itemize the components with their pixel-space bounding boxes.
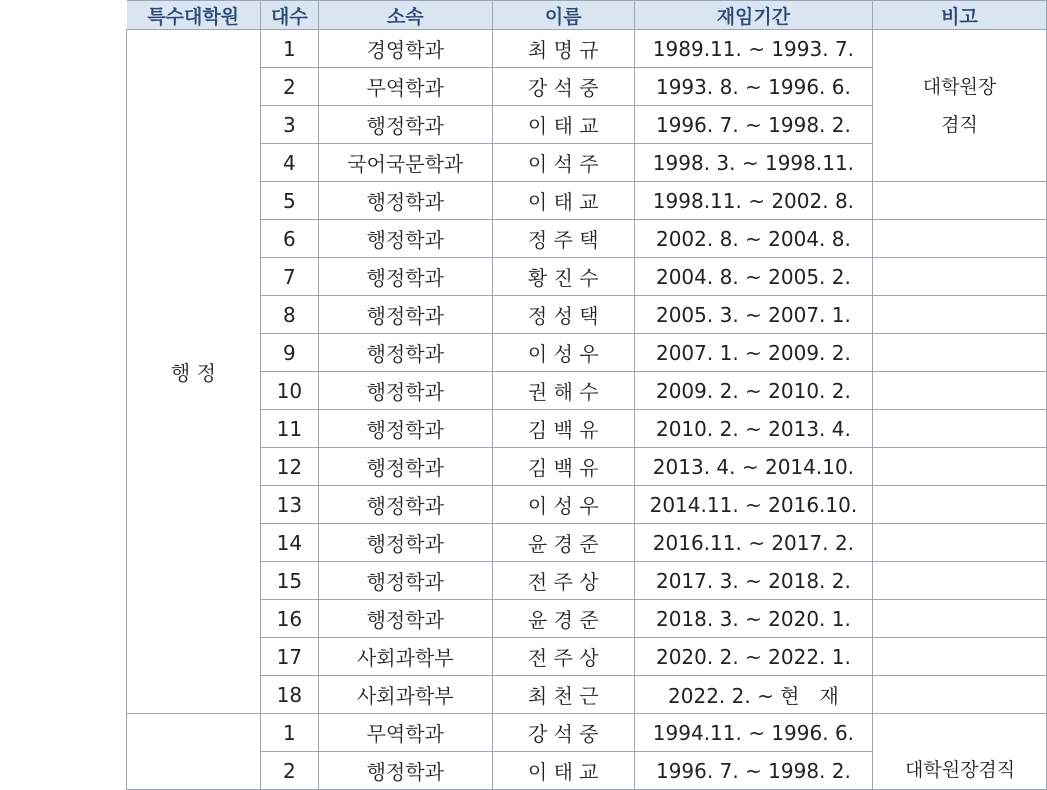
column-header-name: 이름: [492, 1, 634, 30]
name-cell: 전 주 상: [492, 562, 634, 600]
table-row: [127, 638, 1047, 676]
department-cell: 행정학과: [318, 562, 492, 600]
tenure-cell: 1989.11. ~ 1993. 7.: [634, 30, 872, 68]
remarks-line: 겸직: [941, 113, 978, 136]
column-header-department: 소속: [318, 1, 492, 30]
table-row: [127, 448, 1047, 486]
department-cell: 사회과학부: [318, 638, 492, 676]
department-cell: 행정학과: [318, 220, 492, 258]
term-number-cell: 13: [260, 486, 318, 524]
name-cell: 김 백 유: [492, 448, 634, 486]
term-number-cell: 2: [260, 68, 318, 106]
remarks-cell: [873, 182, 1047, 220]
tenure-cell: 1993. 8. ~ 1996. 6.: [634, 68, 872, 106]
tenure-cell: 2009. 2. ~ 2010. 2.: [634, 372, 872, 410]
department-cell: 행정학과: [318, 296, 492, 334]
table-header: [127, 1, 1047, 30]
department-cell: 경영학과: [318, 30, 492, 68]
name-cell: 황 진 수: [492, 258, 634, 296]
department-cell: 행정학과: [318, 410, 492, 448]
department-cell: 행정학과: [318, 182, 492, 220]
tenure-cell: 1994.11. ~ 1996. 6.: [634, 714, 872, 752]
tenure-cell: 1996. 7. ~ 1998. 2.: [634, 752, 872, 790]
term-number-cell: 8: [260, 296, 318, 334]
remarks-cell: [873, 714, 1047, 790]
tenure-cell: 2018. 3. ~ 2020. 1.: [634, 600, 872, 638]
term-number-cell: 16: [260, 600, 318, 638]
name-cell: 이 성 우: [492, 334, 634, 372]
department-cell: 무역학과: [318, 714, 492, 752]
department-cell: 행정학과: [318, 448, 492, 486]
name-cell: 전 주 상: [492, 638, 634, 676]
remarks-cell: [873, 296, 1047, 334]
remarks-cell: [873, 220, 1047, 258]
remarks-cell: [873, 334, 1047, 372]
name-cell: 윤 경 준: [492, 600, 634, 638]
column-header-graduate-school: 특수대학원: [127, 1, 261, 30]
tenure-cell: 2004. 8. ~ 2005. 2.: [634, 258, 872, 296]
tenure-cell: 2014.11. ~ 2016.10.: [634, 486, 872, 524]
tenure-cell: 2010. 2. ~ 2013. 4.: [634, 410, 872, 448]
table-row: [127, 410, 1047, 448]
name-cell: 이 태 교: [492, 182, 634, 220]
table-row: [127, 30, 1047, 68]
remarks-cell: [873, 448, 1047, 486]
term-number-cell: 6: [260, 220, 318, 258]
name-cell: 최 명 규: [492, 30, 634, 68]
term-number-cell: 11: [260, 410, 318, 448]
name-cell: 이 석 주: [492, 144, 634, 182]
table-row: [127, 334, 1047, 372]
department-cell: 행정학과: [318, 258, 492, 296]
tenure-cell: 2002. 8. ~ 2004. 8.: [634, 220, 872, 258]
table-row: [127, 676, 1047, 714]
table-row: [127, 714, 1047, 752]
name-cell: 윤 경 준: [492, 524, 634, 562]
remarks-line: 대학원장겸직: [905, 759, 1016, 781]
term-number-cell: 17: [260, 638, 318, 676]
remarks-cell: [873, 30, 1047, 182]
tenure-cell: 2022. 2. ~ 현 재: [634, 676, 872, 714]
column-header-remarks: 비고: [873, 1, 1047, 30]
tenure-cell: 2020. 2. ~ 2022. 1.: [634, 638, 872, 676]
tenure-cell: 1998.11. ~ 2002. 8.: [634, 182, 872, 220]
department-cell: 행정학과: [318, 486, 492, 524]
name-cell: 강 석 중: [492, 714, 634, 752]
name-cell: 이 태 교: [492, 106, 634, 144]
department-cell: 사회과학부: [318, 676, 492, 714]
table-row: [127, 600, 1047, 638]
name-cell: 김 백 유: [492, 410, 634, 448]
table-row: [127, 220, 1047, 258]
name-cell: 정 성 택: [492, 296, 634, 334]
department-cell: 행정학과: [318, 524, 492, 562]
remarks-cell: [873, 372, 1047, 410]
department-cell: 행정학과: [318, 334, 492, 372]
remarks-cell: [873, 258, 1047, 296]
remarks-cell: [873, 410, 1047, 448]
term-number-cell: 15: [260, 562, 318, 600]
table-body: [127, 30, 1047, 790]
table-row: [127, 524, 1047, 562]
term-number-cell: 5: [260, 182, 318, 220]
tenure-cell: 2013. 4. ~ 2014.10.: [634, 448, 872, 486]
term-number-cell: 12: [260, 448, 318, 486]
table-row: [127, 372, 1047, 410]
term-number-cell: 18: [260, 676, 318, 714]
name-cell: 권 해 수: [492, 372, 634, 410]
tenure-cell: 2005. 3. ~ 2007. 1.: [634, 296, 872, 334]
remarks-cell: [873, 524, 1047, 562]
remarks-line: 대학원장: [922, 75, 997, 98]
term-number-cell: 14: [260, 524, 318, 562]
remarks-cell: [873, 676, 1047, 714]
table-row: [127, 182, 1047, 220]
remarks-cell: [873, 562, 1047, 600]
term-number-cell: 9: [260, 334, 318, 372]
department-cell: 무역학과: [318, 68, 492, 106]
department-cell: 행정학과: [318, 372, 492, 410]
column-header-tenure: 재임기간: [634, 1, 872, 30]
name-cell: 이 태 교: [492, 752, 634, 790]
graduate-school-cell: [127, 714, 261, 790]
table-row: [127, 486, 1047, 524]
tenure-cell: 2017. 3. ~ 2018. 2.: [634, 562, 872, 600]
table-row: [127, 562, 1047, 600]
table-row: [127, 296, 1047, 334]
term-number-cell: 1: [260, 30, 318, 68]
term-number-cell: 1: [260, 714, 318, 752]
name-cell: 강 석 중: [492, 68, 634, 106]
tenure-cell: 2016.11. ~ 2017. 2.: [634, 524, 872, 562]
name-cell: 정 주 택: [492, 220, 634, 258]
column-header-term-number: 대수: [260, 1, 318, 30]
tenure-cell: 1998. 3. ~ 1998.11.: [634, 144, 872, 182]
graduate-school-cell: 행 정: [127, 30, 261, 714]
department-cell: 행정학과: [318, 600, 492, 638]
remarks-cell: [873, 600, 1047, 638]
remarks-cell: [873, 638, 1047, 676]
term-number-cell: 3: [260, 106, 318, 144]
dean-history-table: [126, 0, 1047, 790]
tenure-cell: 1996. 7. ~ 1998. 2.: [634, 106, 872, 144]
department-cell: 국어국문학과: [318, 144, 492, 182]
term-number-cell: 10: [260, 372, 318, 410]
term-number-cell: 2: [260, 752, 318, 790]
name-cell: 이 성 우: [492, 486, 634, 524]
department-cell: 행정학과: [318, 106, 492, 144]
department-cell: 행정학과: [318, 752, 492, 790]
tenure-cell: 2007. 1. ~ 2009. 2.: [634, 334, 872, 372]
table-row: [127, 258, 1047, 296]
term-number-cell: 4: [260, 144, 318, 182]
remarks-cell: [873, 486, 1047, 524]
name-cell: 최 천 근: [492, 676, 634, 714]
term-number-cell: 7: [260, 258, 318, 296]
